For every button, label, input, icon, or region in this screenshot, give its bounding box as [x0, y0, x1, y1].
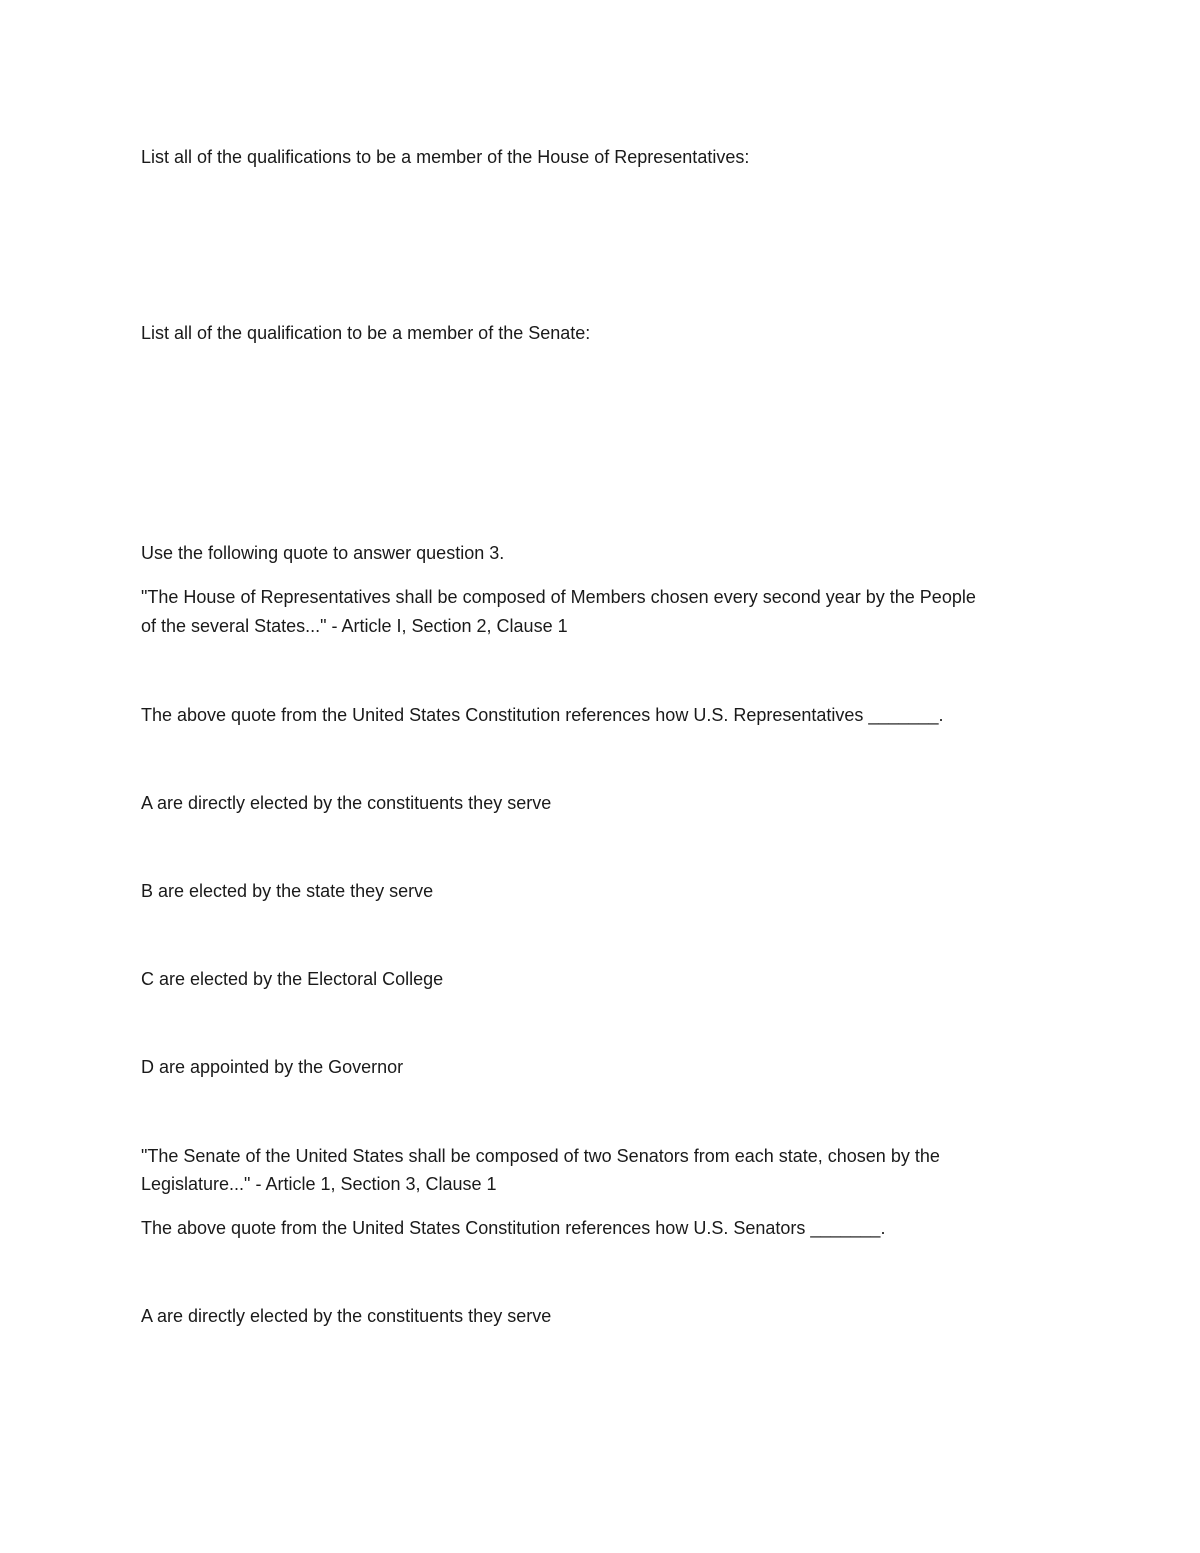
question-3-question: The above quote from the United States Constitution references how U.S. Representatives _______.: [141, 705, 944, 725]
question-3-option-d: D are appointed by the Governor: [141, 1057, 404, 1077]
question-3-quote-line-1: "The House of Representatives shall be composed of Members chosen every second year by the People: [141, 587, 976, 607]
question-4-option-a: A are directly elected by the constituents they serve: [141, 1306, 552, 1326]
question-3-quote-line-2: of the several States..." - Article I, Section 2, Clause 1: [141, 616, 568, 636]
question-4-quote-line-1: "The Senate of the United States shall be composed of two Senators from each state, chosen by the: [141, 1146, 940, 1166]
question-3-option-c: C are elected by the Electoral College: [141, 969, 444, 989]
question-2-prompt: List all of the qualification to be a member of the Senate:: [141, 323, 591, 343]
question-4-question: The above quote from the United States Constitution references how U.S. Senators _______.: [141, 1218, 886, 1238]
question-3-intro: Use the following quote to answer question 3.: [141, 543, 505, 563]
question-4-quote-line-2: Legislature..." - Article 1, Section 3, Clause 1: [141, 1174, 497, 1194]
question-3-option-b: B are elected by the state they serve: [141, 881, 434, 901]
question-1-prompt: List all of the qualifications to be a member of the House of Representatives:: [141, 147, 750, 167]
question-3-option-a: A are directly elected by the constituents they serve: [141, 793, 552, 813]
